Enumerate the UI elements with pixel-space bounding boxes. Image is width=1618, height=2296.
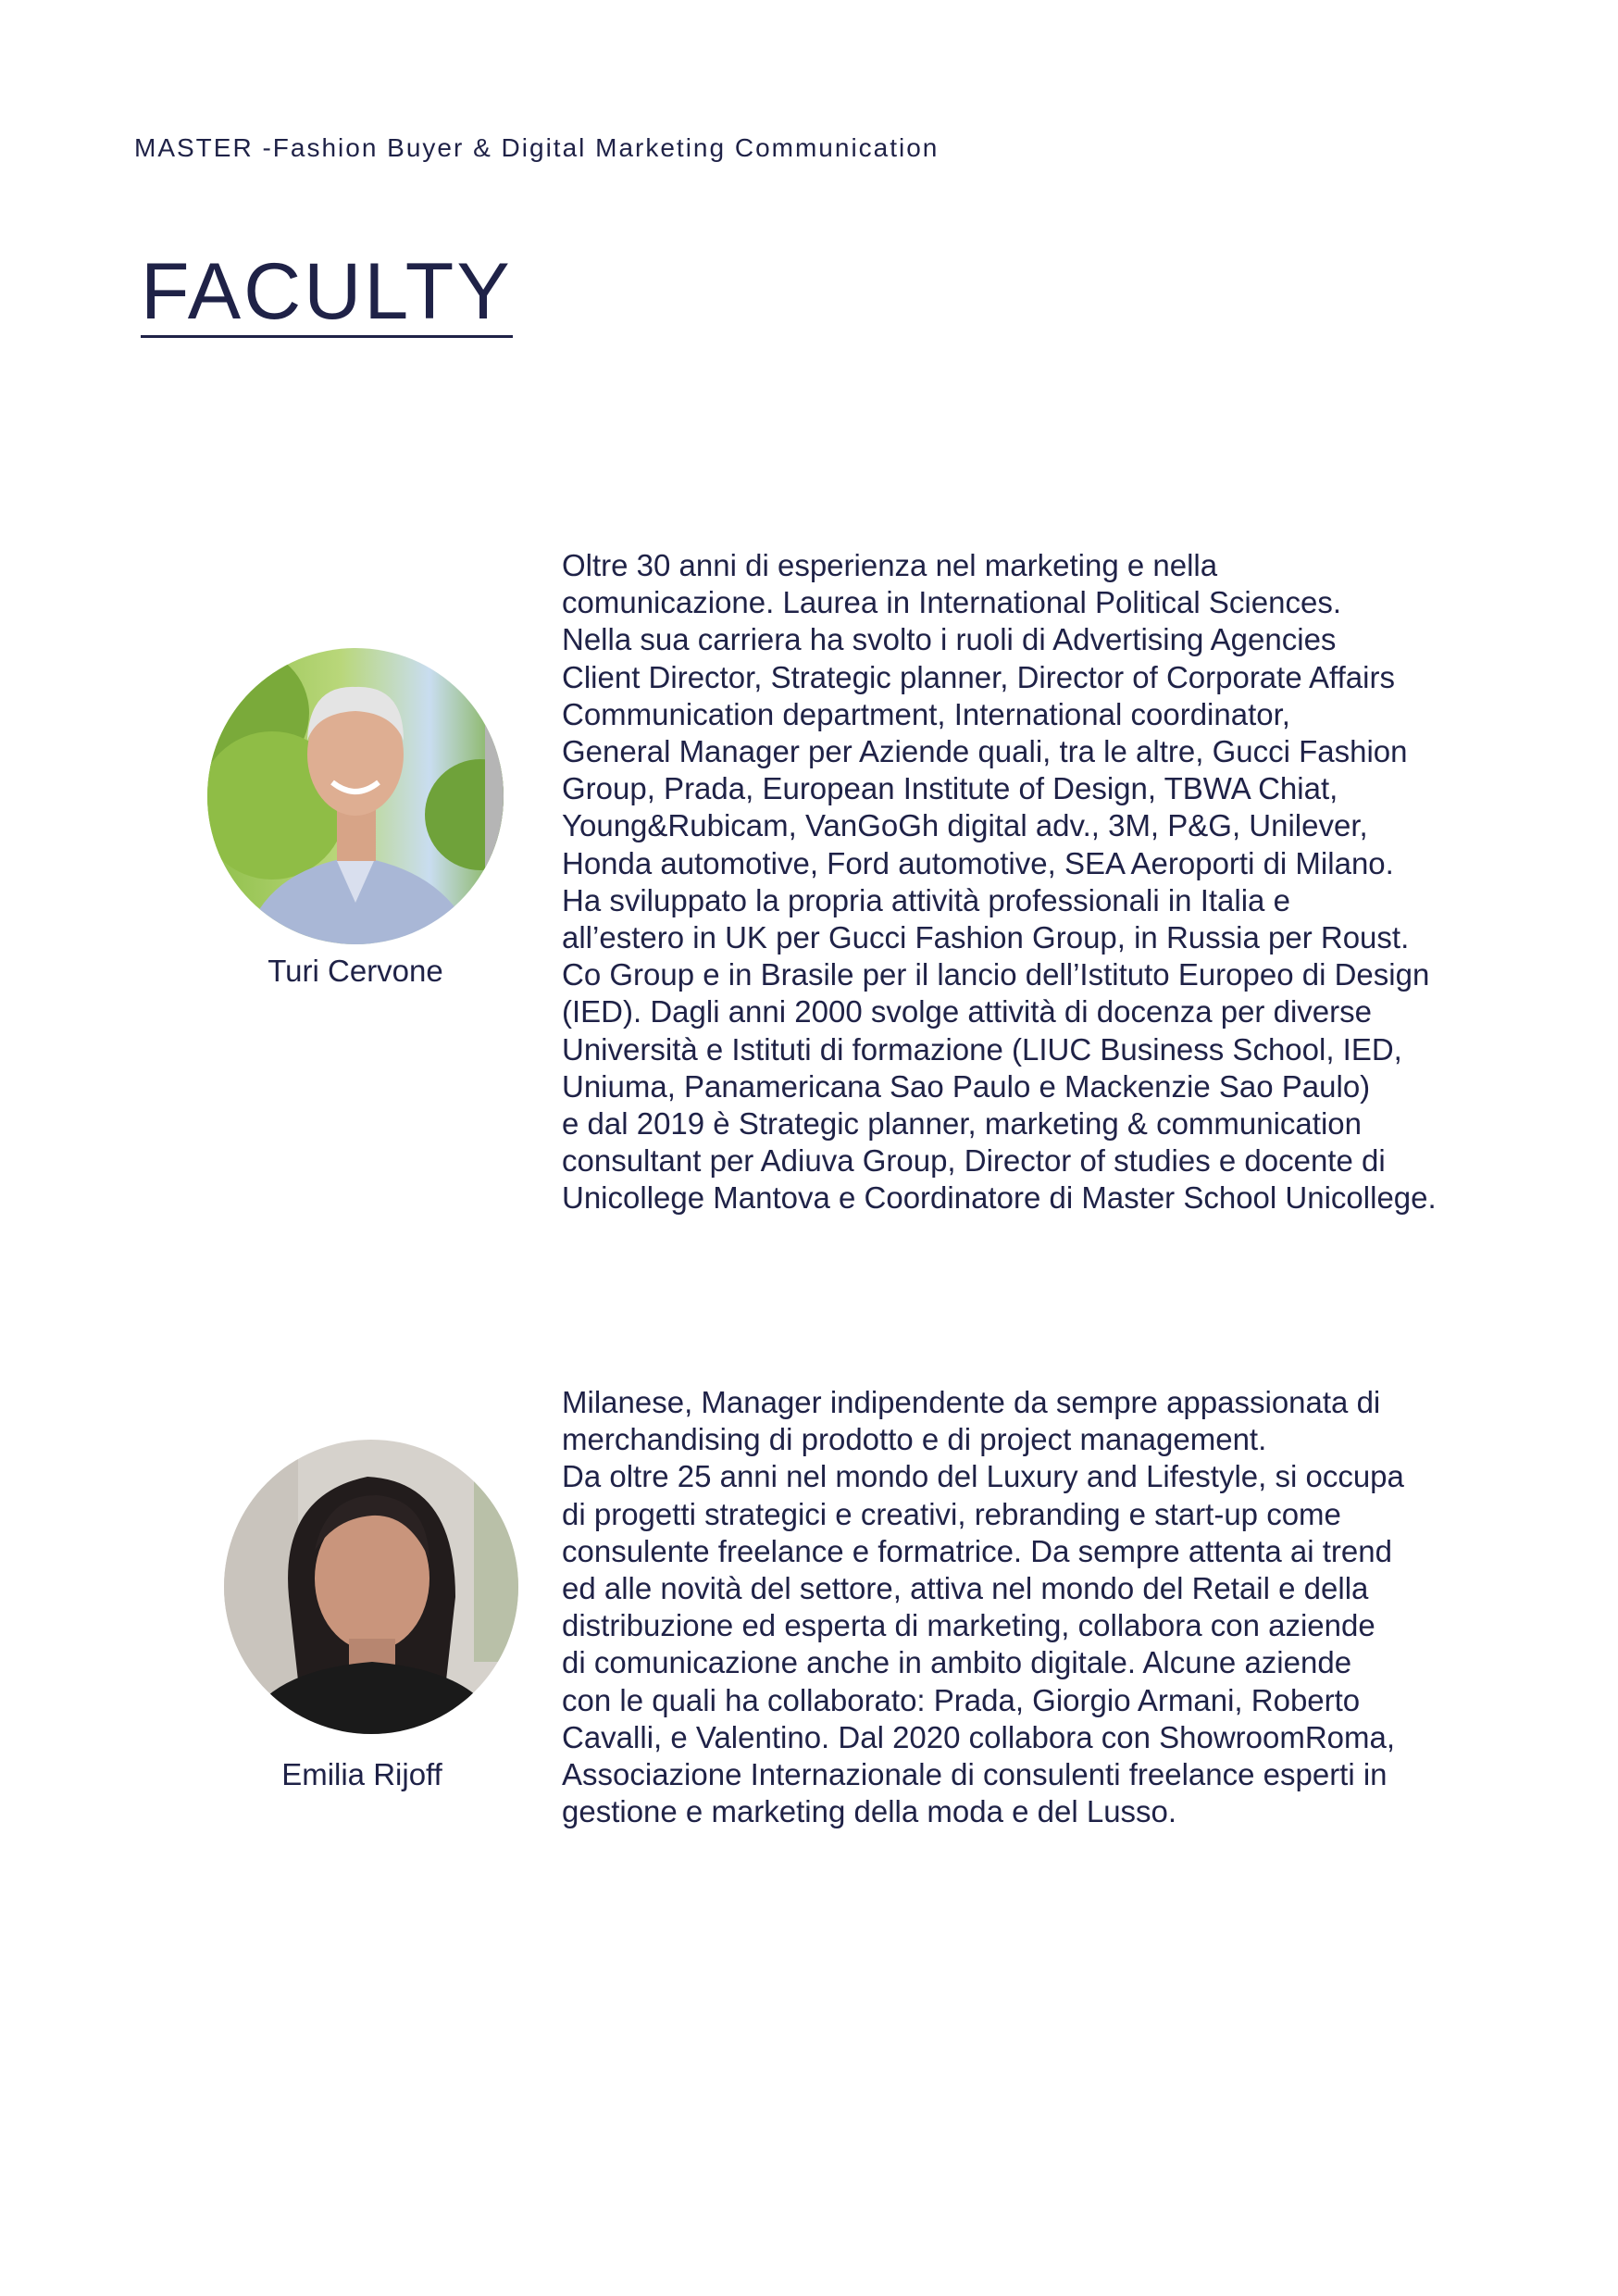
bio-line: Client Director, Strategic planner, Director of Corporate Affairs [562, 659, 1395, 694]
bio-line: Co Group e in Brasile per il lancio dell’Istituto Europeo di Design [562, 957, 1430, 992]
faculty-name-2: Emilia Rijoff [281, 1757, 442, 1791]
bio-line: merchandising di prodotto e di project management. [562, 1422, 1267, 1457]
bio-line: (IED). Dagli anni 2000 svolge attività di docenza per diverse [562, 994, 1372, 1029]
bio-line: Young&Rubicam, VanGoGh digital adv., 3M, P&G, Unilever, [562, 808, 1368, 843]
faculty-name-1: Turi Cervone [268, 954, 443, 988]
bio-line: General Manager per Aziende quali, tra le altre, Gucci Fashion [562, 734, 1408, 769]
portrait-photo-2 [224, 1440, 518, 1734]
bio-line: Oltre 30 anni di esperienza nel marketing e nella [562, 548, 1218, 582]
bio-line: Milanese, Manager indipendente da sempre appassionata di [562, 1385, 1381, 1419]
bio-line: Ha sviluppato la propria attività professionali in Italia e [562, 882, 1290, 917]
bio-line: gestione e marketing della moda e del Lusso. [562, 1794, 1177, 1829]
bio-line: Associazione Internazionale di consulenti freelance esperti in [562, 1757, 1388, 1792]
bio-line: ed alle novità del settore, attiva nel mondo del Retail e della [562, 1571, 1369, 1606]
bio-line: Università e Istituti di formazione (LIUC Business School, IED, [562, 1031, 1402, 1067]
program-header: MASTER -Fashion Buyer & Digital Marketing Communication [134, 133, 940, 162]
bio-line: Nella sua carriera ha svolto i ruoli di Advertising Agencies [562, 622, 1337, 657]
bio-line: comunicazione. Laurea in International Political Sciences. [562, 585, 1341, 620]
bio-line: Communication department, International coordinator, [562, 696, 1290, 731]
bio-line: all’estero in UK per Gucci Fashion Group, in Russia per Roust. [562, 920, 1410, 955]
bio-line: consulente freelance e formatrice. Da sempre attenta ai trend [562, 1533, 1392, 1568]
bio-line: e dal 2019 è Strategic planner, marketing & communication [562, 1106, 1362, 1142]
bio-line: di comunicazione anche in ambito digitale. Alcune aziende [562, 1645, 1352, 1680]
bio-line: di progetti strategici e creativi, rebranding e start-up come [562, 1496, 1341, 1531]
faculty-bio-1 [562, 547, 1506, 1217]
bio-line: distribuzione ed esperta di marketing, collabora con aziende [562, 1608, 1375, 1643]
bio-line: Honda automotive, Ford automotive, SEA Aeroporti di Milano. [562, 845, 1394, 880]
bio-line: Uniuma, Panamericana Sao Paulo e Mackenzie Sao Paulo) [562, 1068, 1371, 1104]
bio-line: Group, Prada, European Institute of Design, TBWA Chiat, [562, 771, 1338, 806]
bio-line: consultant per Adiuva Group, Director of studies e docente di [562, 1143, 1386, 1179]
bio-line: Da oltre 25 anni nel mondo del Luxury and Lifestyle, si occupa [562, 1459, 1404, 1494]
portrait-photo-1 [207, 648, 504, 944]
bio-line: con le quali ha collaborato: Prada, Giorgio Armani, Roberto [562, 1682, 1361, 1717]
faculty-bio-2 [562, 1384, 1506, 1830]
page-title: FACULTY [141, 247, 513, 336]
bio-line: Unicollege Mantova e Coordinatore di Master School Unicollege. [562, 1180, 1437, 1216]
bio-line: Cavalli, e Valentino. Dal 2020 collabora con ShowroomRoma, [562, 1719, 1396, 1754]
